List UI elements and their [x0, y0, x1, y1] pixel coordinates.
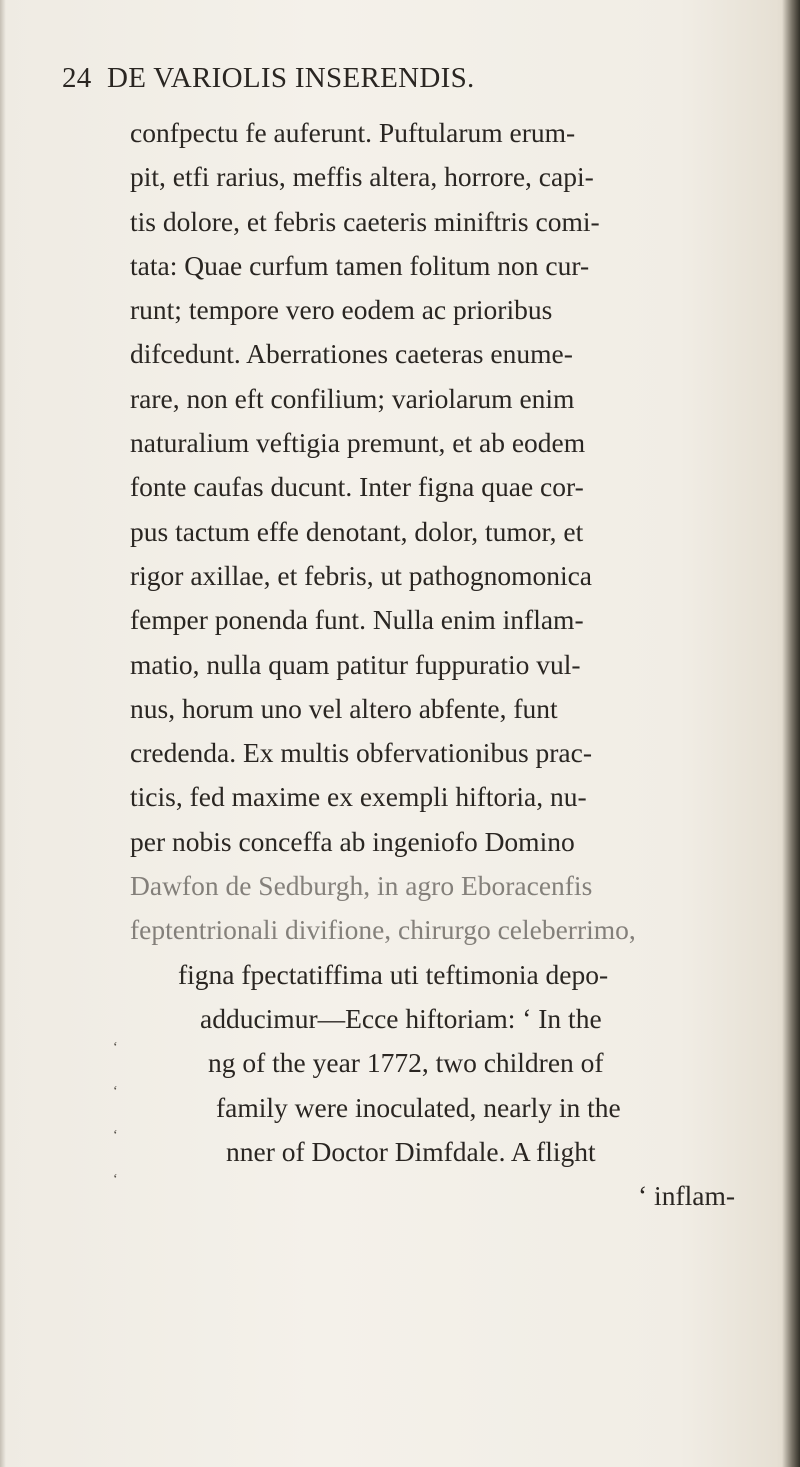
page-header — [62, 62, 662, 102]
margin-quote-mark: ‘ — [113, 1128, 118, 1143]
text-line: nner of Doctor Dimfdale. A flight — [226, 1135, 596, 1167]
text-line: pus tactum effe denotant, dolor, tumor, et — [130, 515, 584, 547]
text-line: difcedunt. Aberrationes caeteras enume- — [130, 338, 573, 370]
margin-quote-mark: ‘ — [113, 1040, 118, 1055]
text-line: nus, horum uno vel altero abfente, funt — [130, 692, 558, 724]
text-line: rigor axillae, et febris, ut pathognomonica — [130, 559, 593, 591]
text-line: confpectu fe auferunt. Puftularum erum- — [130, 117, 576, 148]
body-text — [130, 111, 765, 1218]
text-line: ticis, fed maxime ex exempli hiftoria, nu- — [130, 781, 587, 813]
page-number: 24 — [62, 62, 92, 94]
margin-quote-mark: ‘ — [113, 1084, 118, 1099]
text-line: tata: Quae curfum tamen folitum non cur- — [130, 249, 590, 281]
text-line: naturalium veftigia premunt, et ab eodem — [130, 427, 586, 459]
margin-quote-mark: ‘ — [113, 1172, 118, 1187]
text-line: pit, etfi rarius, meffis altera, horrore, capi- — [130, 161, 594, 193]
text-line: family were inoculated, nearly in the — [216, 1091, 621, 1123]
text-line: per nobis conceffa ab ingeniofo Domino — [130, 825, 575, 857]
running-title: DE VARIOLIS INSERENDIS. — [107, 62, 475, 94]
text-line: femper ponenda funt. Nulla enim inflam- — [130, 604, 584, 636]
text-line: tis dolore, et febris caeteris miniftris comi- — [130, 205, 600, 237]
text-line: rare, non eft confilium; variolarum enim — [130, 382, 575, 414]
catchword: ‘ inflam- — [638, 1180, 735, 1212]
text-line: Dawfon de Sedburgh, in agro Eboracenfis — [130, 870, 593, 902]
text-line: runt; tempore vero eodem ac prioribus — [130, 294, 553, 326]
binding-gutter-shadow — [782, 0, 800, 1467]
text-line: figna fpectatiffima uti teftimonia depo- — [178, 958, 609, 990]
text-line: fonte caufas ducunt. Inter figna quae cor- — [130, 471, 584, 503]
text-line: adducimur—Ecce hiftoriam: ‘ In the — [200, 1002, 602, 1034]
text-line: matio, nulla quam patitur fuppuratio vul- — [130, 648, 581, 680]
text-line: ng of the year 1772, two children of — [208, 1047, 604, 1079]
text-line: feptentrionali divifione, chirurgo celeberrimo, — [130, 914, 636, 946]
page-left-edge — [0, 0, 6, 1467]
text-line: credenda. Ex multis obfervationibus prac- — [130, 737, 592, 769]
